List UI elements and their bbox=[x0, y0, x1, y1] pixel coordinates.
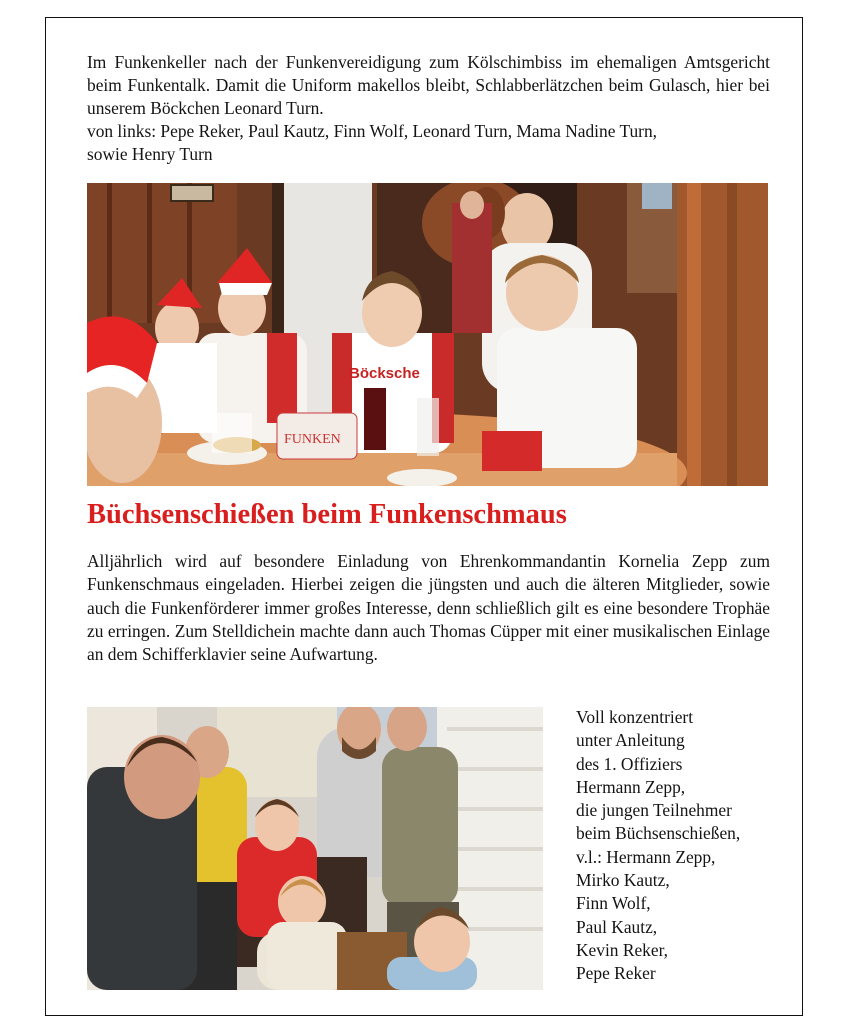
caption-line: v.l.: Hermann Zepp, bbox=[576, 846, 716, 867]
intro-names-line-1: von links: Pepe Reker, Paul Kautz, Finn Wolf, Leonard Turn, Mama Nadine Turn, bbox=[87, 121, 657, 141]
photo-funkenkeller bbox=[87, 183, 768, 486]
bib-text: Böcksche bbox=[349, 365, 420, 382]
article-heading: Büchsenschießen beim Funkenschmaus bbox=[87, 499, 567, 530]
caption-line: des 1. Offiziers bbox=[576, 753, 683, 774]
caption-line: Kevin Reker, bbox=[576, 939, 669, 960]
intro-names-line-2: sowie Henry Turn bbox=[87, 144, 213, 164]
caption-line: Mirko Kautz, bbox=[576, 870, 670, 891]
caption-line: Finn Wolf, bbox=[576, 893, 651, 914]
article-body: Alljährlich wird auf besondere Einladung von Ehrenkommandantin Kornelia Zepp zum Funkenschmaus eingeladen. Hierbei zeigen die jüngsten und auch die älteren Mitglieder, sowie auch die Funkenförderer immer großes Interesse, denn schließlich gilt es eine besondere Trophäe zu erringen. Zum Stelldichein machte dann auch Thomas Cüpper mit einer musikalischen Einlage an dem Schifferklavier seine Aufwartung. bbox=[87, 551, 770, 665]
caption-line: Voll konzentriert bbox=[576, 707, 694, 727]
caption-line: Paul Kautz, bbox=[576, 916, 658, 937]
intro-paragraph: Im Funkenkeller nach der Funkenvereidigung zum Kölschimbiss im ehemaligen Amtsgericht beim Funkentalk. Damit die Uniform makellos bleibt, Schlabberlätzchen beim Gulasch, hier bei unserem Böckchen Leonard Turn. bbox=[87, 52, 770, 118]
caption-line: Pepe Reker bbox=[576, 963, 656, 984]
caption-line: unter Anleitung bbox=[576, 730, 685, 751]
photo-buechsenschiessen bbox=[87, 707, 543, 990]
caption-line: Hermann Zepp, bbox=[576, 776, 686, 797]
caption-line: die jungen Teilnehmer bbox=[576, 800, 732, 821]
photo2-caption bbox=[576, 706, 771, 986]
card-text: FUNKEN bbox=[284, 432, 341, 447]
caption-line: beim Büchsenschießen, bbox=[576, 823, 741, 844]
